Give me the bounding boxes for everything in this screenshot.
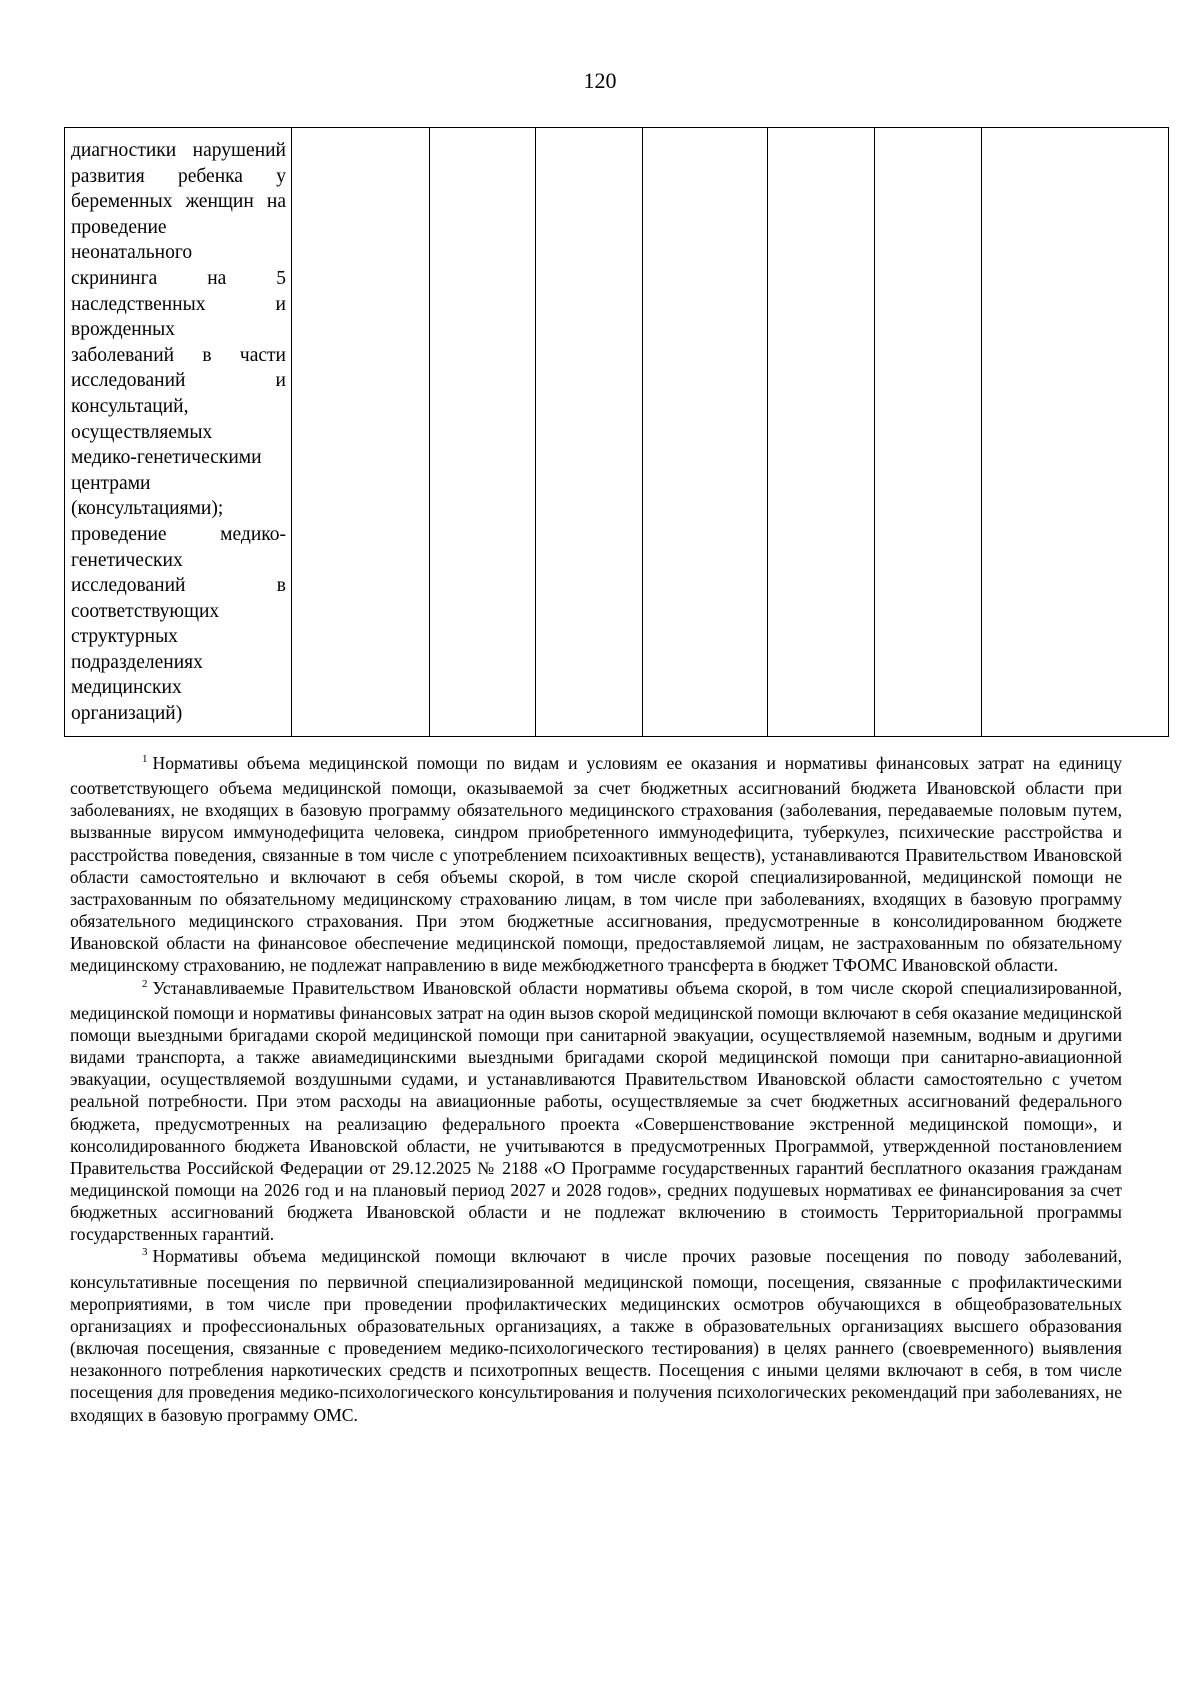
cell-text-line: врожденных [71,319,175,341]
cell-text-line: беременных женщин на [71,191,286,213]
cell-text-line: генетических [71,549,183,571]
data-table [64,127,1169,737]
table-cell [536,128,643,737]
table-cell [875,128,982,737]
footnotes-section [70,752,1122,1426]
cell-text-line: исследований в [71,575,286,597]
cell-text-line: развития ребенка у [71,165,286,187]
footnote-3 [70,1245,1122,1425]
cell-text-line: осуществляемых [71,421,213,443]
footnote-text: Нормативы объема медицинской помощи включают в числе прочих разовые посещения по поводу заболеваний, консультативные посещения по первичной специализированной медицинской помощи, посещения, связанные с профилактическими мероприятиями, в том числе при проведении профилактических медицинских осмотров обучающихся в общеобразовательных организациях и профессиональных образовательных организациях, а также в образовательных организациях высшего образования (включая посещения, связанные с проведением медико-психологического тестирования) в целях раннего (своевременного) выявления незаконного потребления наркотических средств и психотропных веществ. Посещения с иными целями включают в себя, в том числе посещения для проведения медико-психологического консультирования и получения психологических рекомендаций при заболеваниях, не входящих в базовую программу ОМС. [70,1246,1122,1425]
footnote-2 [70,977,1122,1246]
cell-text-line: проведение медико- [71,523,286,545]
cell-text-line: медицинских [71,677,182,699]
footnote-text: Нормативы объема медицинской помощи по видам и условиям ее оказания и нормативы финансовых затрат на единицу соответствующего объема медицинской помощи, оказываемой за счет бюджетных ассигнований бюджета Ивановской области при заболеваниях, не входящих в базовую программу обязательного медицинского страхования (заболевания, передаваемые половым путем, вызванные вирусом иммунодефицита человека, синдром приобретенного иммунодефицита, туберкулез, психические расстройства и расстройства поведения, связанные в том числе с употреблением психоактивных веществ), устанавливаются Правительством Ивановской области самостоятельно и включают в себя объемы скорой, в том числе скорой специализированной, медицинской помощи не застрахованным по обязательному медицинскому страхованию лицам, в том числе при заболеваниях, входящих в базовую программу обязательного медицинского страхования. При этом бюджетные ассигнования, предусмотренные в консолидированном бюджете Ивановской области на финансовое обеспечение медицинской помощи, предоставляемой лицам, не застрахованным по обязательному медицинскому страхованию, не подлежат направлению в виде межбюджетного трансферта в бюджет ТФОМС Ивановской области. [70,753,1122,976]
cell-text-line: исследований и [71,370,286,392]
footnote-mark: 1 [142,753,148,765]
cell-text-line: заболеваний в части [71,344,286,366]
cell-text-line: подразделениях [71,651,203,673]
footnote-mark: 3 [142,1246,148,1259]
cell-text-line: скрининга на 5 [71,267,286,289]
cell-text-line: соответствующих [71,600,220,622]
cell-text-line: наследственных и [71,293,286,315]
cell-text-line: диагностики нарушений [71,140,286,161]
cell-text-line: проведение [71,216,167,238]
cell-text-line: (консультациями); [71,498,224,520]
table-cell [292,128,430,737]
table-cell [430,128,536,737]
footnote-1 [70,752,1122,977]
table-cell [643,128,768,737]
cell-text-line: организаций) [71,703,183,725]
footnote-text: Устанавливаемые Правительством Ивановской области нормативы объема скорой, в том числе скорой специализированной, медицинской помощи и нормативы финансовых затрат на один вызов скорой медицинской помощи включают в себя оказание медицинской помощи выездными бригадами скорой медицинской помощи при санитарной эвакуации, осуществляемой наземным, водным и другими видами транспорта, а также авиамедицинскими выездными бригадами скорой медицинской помощи при санитарно-авиационной эвакуации, осуществляемой воздушными судами, и устанавливаются Правительством Ивановской области самостоятельно с учетом реальной потребности. При этом расходы на авиационные работы, осуществляемые за счет бюджетных ассигнований федерального бюджета, предусмотренных на реализацию федерального проекта «Совершенствование экстренной медицинской помощи», и консолидированного бюджета Ивановской области, не учитываются в предусмотренных Программой, утвержденной постановлением Правительства Российской Федерации от 29.12.2025 № 2188 «О Программе государственных гарантий бесплатного оказания гражданам медицинской помощи на 2026 год и на плановый период 2027 и 2028 годов», средних подушевых нормативах ее финансирования за счет бюджетных ассигнований бюджета Ивановской области и не подлежат включению в стоимость Территориальной программы государственных гарантий. [70,977,1122,1245]
cell-text-line: медико-генетическими [71,447,262,469]
cell-text-line: неонатального [71,242,193,264]
table-cell [982,128,1169,737]
cell-text-line: центрами [71,472,151,494]
table-cell-description [65,128,292,737]
cell-text-line: структурных [71,626,178,648]
table-cell [768,128,875,737]
table-row [65,128,1169,737]
cell-text-line: консультаций, [71,395,189,417]
page-number: 120 [583,68,617,93]
footnote-mark: 2 [142,977,148,990]
